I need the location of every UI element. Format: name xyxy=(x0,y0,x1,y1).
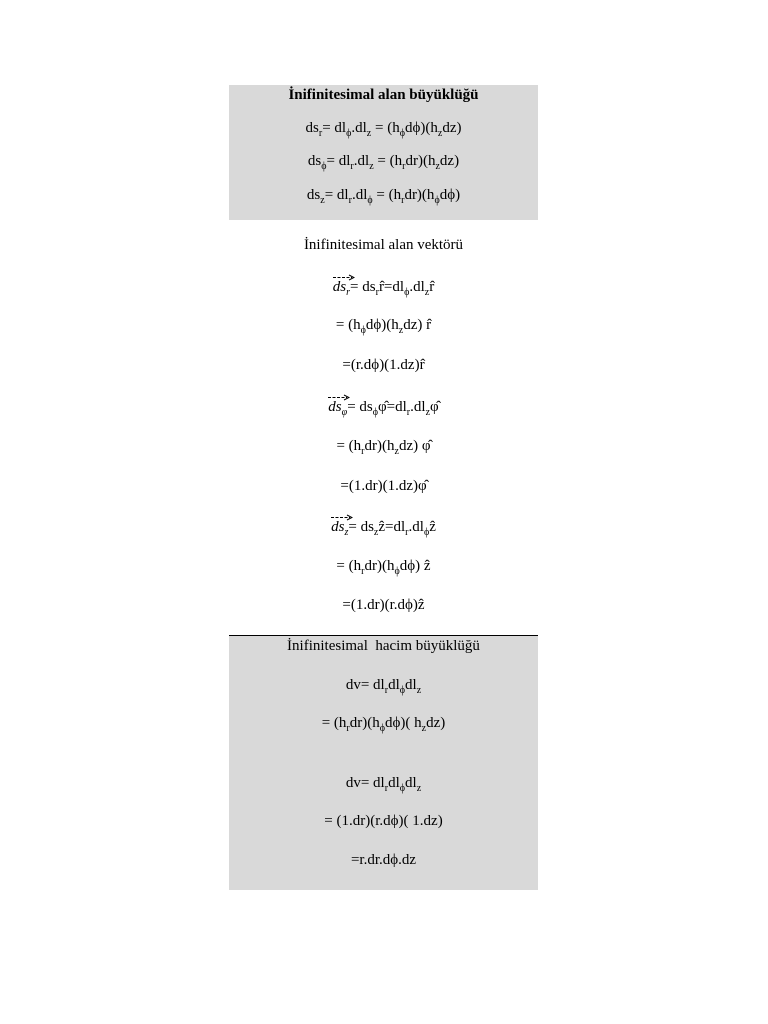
subscript: r xyxy=(384,783,389,794)
subscript: r xyxy=(350,161,354,172)
formula-text: dϕ) ẑ xyxy=(399,558,431,574)
formula-text: dl xyxy=(388,677,400,693)
formula-text: = ds xyxy=(350,279,376,295)
formula-text: r̂=dl xyxy=(378,279,405,295)
vector-base-text: ds xyxy=(328,399,342,415)
formula-line xyxy=(229,517,538,537)
section-title: İnifinitesimal hacim büyüklüğü xyxy=(287,638,480,654)
formula-text: =(1.dr)(r.dϕ)ẑ xyxy=(342,597,425,613)
subscript: r xyxy=(318,128,323,139)
vector-base-text: ds xyxy=(332,279,347,295)
formula-line xyxy=(229,277,538,297)
formula-line xyxy=(229,185,538,205)
section-title: İnifinitesimal alan büyüklüğü xyxy=(288,87,479,103)
formula-text: .dl xyxy=(353,153,370,169)
section-title: İnifinitesimal alan vektörü xyxy=(303,237,464,253)
formula-text: = ds xyxy=(347,399,373,415)
subscript: z xyxy=(398,325,404,336)
formula-text: dl xyxy=(405,775,417,791)
formula-text: = (h xyxy=(372,187,402,203)
formula-text: dl xyxy=(405,677,417,693)
formula-line xyxy=(229,118,538,138)
formula-line xyxy=(229,397,538,417)
vector-arrow-icon xyxy=(333,274,355,281)
vector-base-text: ds xyxy=(331,519,345,535)
subscript: r xyxy=(361,566,365,577)
vector-symbol xyxy=(333,277,350,297)
formula-line xyxy=(229,436,538,456)
subscript: z xyxy=(416,783,422,794)
subscript: z xyxy=(369,161,374,172)
formula-text: ds xyxy=(306,187,321,203)
formula-text: .dl xyxy=(351,187,368,203)
area-magnitude-section xyxy=(229,85,538,220)
formula-line xyxy=(229,811,538,831)
subscript: z xyxy=(416,685,422,696)
formula-text: .dl xyxy=(351,120,367,136)
subscript: ϕ xyxy=(399,128,405,139)
formula-text: = (h xyxy=(336,438,362,454)
formula-text: ẑ=dl xyxy=(378,519,406,535)
formula-text: =(1.dr)(1.dz)φ̂ xyxy=(340,478,427,494)
formula-text: = ds xyxy=(348,519,374,535)
subscript: ϕ xyxy=(394,566,400,577)
subscript: ϕ xyxy=(321,161,327,172)
formula-text: = (h xyxy=(335,317,361,333)
formula-text: dϕ)(h xyxy=(404,120,438,136)
formula-text: dl xyxy=(388,775,400,791)
formula-line xyxy=(229,151,538,171)
subscript: z xyxy=(424,287,430,298)
subscript: z xyxy=(425,407,431,418)
subscript: ϕ xyxy=(360,325,366,336)
formula-text: = (h xyxy=(336,558,362,574)
formula-text: =r.dr.dϕ.dz xyxy=(350,852,417,868)
area-vector-section xyxy=(229,220,538,635)
subscript: r xyxy=(346,723,350,734)
subscript: φ xyxy=(341,407,348,418)
vector-symbol xyxy=(328,397,347,417)
formula-text: dr)(h xyxy=(364,558,395,574)
formula-line xyxy=(229,315,538,335)
formula-text: = (1.dr)(r.dϕ)( 1.dz) xyxy=(324,813,443,829)
subscript: z xyxy=(394,446,399,457)
formula-text: .dl xyxy=(408,519,424,535)
formula-text: = (h xyxy=(371,120,400,136)
formula-line xyxy=(229,713,538,733)
formula-line xyxy=(229,355,538,375)
formula-text: ds xyxy=(307,153,322,169)
subscript: r xyxy=(348,195,352,206)
formula-text: dz) xyxy=(426,715,446,731)
subscript: r xyxy=(406,407,411,418)
formula-line xyxy=(229,595,538,615)
subscript: z xyxy=(373,527,379,538)
vector-arrow-icon xyxy=(328,394,350,401)
formula-text: dr)(h xyxy=(404,187,435,203)
formula-text: dr)(h xyxy=(405,153,436,169)
formula-text: dr)(h xyxy=(349,715,380,731)
formula-text: =(r.dϕ)(1.dz)r̂ xyxy=(342,357,425,373)
formula-text: = dl xyxy=(324,187,349,203)
subscript: r xyxy=(405,527,409,538)
subscript: r xyxy=(375,287,379,298)
subscript: ϕ xyxy=(399,783,406,794)
subscript: z xyxy=(366,128,372,139)
formula-text: = (h xyxy=(373,153,403,169)
formula-text: φ̂ xyxy=(430,399,439,415)
formula-text: = dl xyxy=(322,120,347,136)
subscript: ϕ xyxy=(346,128,352,139)
formula-text: = (h xyxy=(321,715,347,731)
formula-text: .dl xyxy=(409,279,425,295)
formula-text: r̂ xyxy=(429,279,435,295)
formula-text: dϕ) xyxy=(439,187,461,203)
formula-text: dr)(h xyxy=(364,438,395,454)
formula-text: dϕ)( h xyxy=(385,715,422,731)
vector-symbol xyxy=(331,517,348,537)
subscript: r xyxy=(402,161,406,172)
subscript: ϕ xyxy=(404,287,410,298)
subscript: z xyxy=(344,527,349,538)
formula-text: dv= dl xyxy=(345,677,385,693)
formula-text: dϕ)(h xyxy=(365,317,399,333)
subscript: z xyxy=(437,128,443,139)
formula-line xyxy=(229,773,538,793)
subscript: ϕ xyxy=(372,407,378,418)
formula-line xyxy=(229,476,538,496)
subscript: r xyxy=(346,287,351,298)
formula-line xyxy=(229,675,538,695)
subscript: ϕ xyxy=(367,195,373,206)
formula-text: ds xyxy=(305,120,319,136)
subscript: ϕ xyxy=(399,685,406,696)
subscript: r xyxy=(384,685,389,696)
formula-text: dz) xyxy=(439,153,460,169)
subscript: z xyxy=(435,161,440,172)
volume-magnitude-section xyxy=(229,635,538,890)
formula-text: .dl xyxy=(410,399,426,415)
subscript: ϕ xyxy=(379,723,386,734)
subscript: ϕ xyxy=(434,195,440,206)
subscript: z xyxy=(421,723,427,734)
formula-line xyxy=(229,556,538,576)
subscript: r xyxy=(401,195,405,206)
formula-text: = dl xyxy=(326,153,351,169)
formula-text: dz) φ̂ xyxy=(398,438,431,454)
subscript: r xyxy=(361,446,365,457)
formula-text: ẑ xyxy=(429,519,436,535)
formula-line xyxy=(229,850,538,870)
subscript: z xyxy=(320,195,325,206)
formula-text: dv= dl xyxy=(345,775,385,791)
subscript: ϕ xyxy=(423,527,430,538)
vector-arrow-icon xyxy=(331,514,353,521)
formula-text: dz) xyxy=(442,120,462,136)
formula-text: dz) r̂ xyxy=(403,317,432,333)
formula-text: φ̂=dl xyxy=(378,399,407,415)
